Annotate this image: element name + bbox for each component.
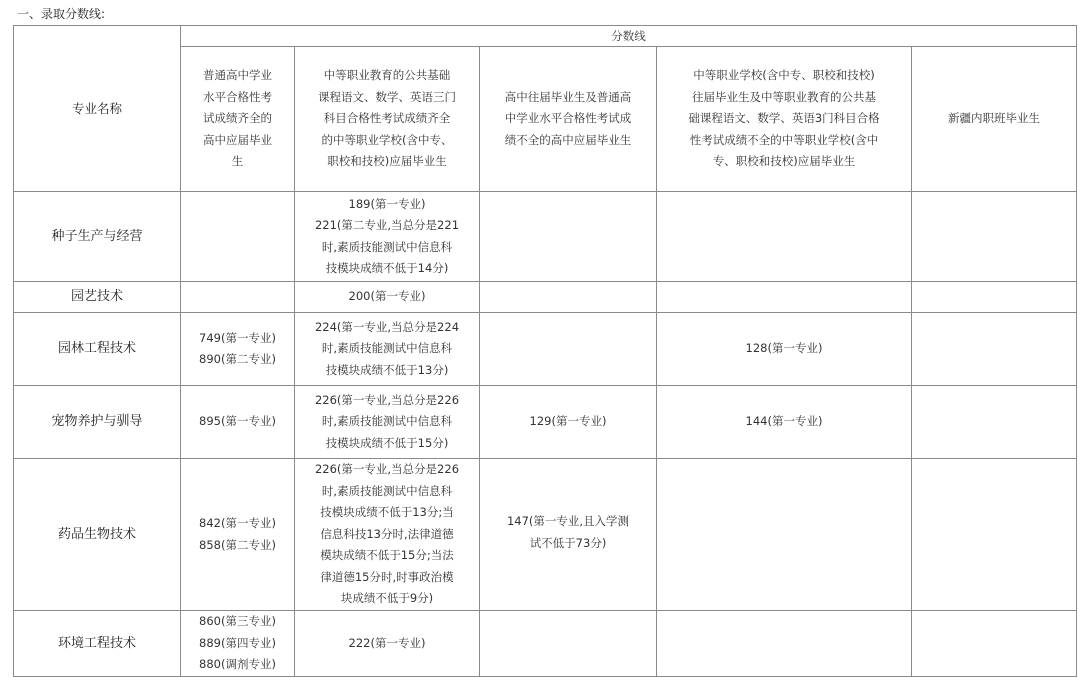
section-heading: 一、录取分数线: (17, 7, 106, 21)
score-cell-col-2 (295, 192, 480, 282)
cell-line: 226(第一专业,当总分是226 (314, 462, 460, 477)
score-cell-col-4 (657, 386, 912, 459)
cell-line: 224(第一专业,当总分是224 (314, 319, 460, 334)
cell-line: 222(第一专业) (348, 635, 426, 650)
score-line-group-header: 分数线 (181, 26, 1077, 47)
score-cell-col-2 (295, 313, 480, 386)
major-name-cell: 园林工程技术 (14, 313, 181, 386)
table-row (14, 459, 1077, 611)
score-cell-col-2 (295, 282, 480, 313)
cell-line: 890(第二专业) (199, 352, 276, 366)
score-cell-col-5 (912, 386, 1077, 459)
column-header-3 (480, 47, 657, 192)
cell-line: 新疆内职班毕业生 (948, 111, 1041, 126)
cell-line: 842(第一专业) (199, 516, 276, 530)
cell-line: 189(第一专业) (348, 196, 426, 211)
table-row (14, 386, 1077, 459)
cell-line: 律道德15分时,时事政治模 (320, 569, 454, 584)
cell-line: 889(第四专业) (199, 635, 276, 650)
column-header-1 (181, 47, 295, 192)
score-cell-col-5 (912, 313, 1077, 386)
cell-line: 129(第一专业) (529, 414, 607, 429)
major-name-cell: 种子生产与经营 (14, 192, 181, 282)
score-cell-col-5 (912, 192, 1077, 282)
table-row (14, 611, 1077, 677)
column-header-5 (912, 47, 1077, 192)
score-cell-col-1 (181, 611, 295, 677)
score-cell-col-3 (480, 459, 657, 611)
cell-line: 144(第一专业) (745, 414, 823, 429)
score-cell-col-2 (295, 459, 480, 611)
score-cell-col-4 (657, 611, 912, 677)
table-row (14, 282, 1077, 313)
score-cell-col-3 (480, 611, 657, 677)
cell-line: 技模块成绩不低于13分;当 (320, 505, 454, 520)
cell-line: 技模块成绩不低于13分) (325, 362, 449, 377)
cell-line: 普通高中学业 (203, 68, 272, 83)
score-cell-col-1 (181, 386, 295, 459)
major-name-cell: 药品生物技术 (14, 459, 181, 611)
score-cell-col-3 (480, 192, 657, 282)
score-cell-col-1 (181, 459, 295, 611)
major-name-cell: 宠物养护与驯导 (14, 386, 181, 459)
score-cell-col-5 (912, 282, 1077, 313)
cell-line: 课程语文、数学、英语三门 (318, 89, 456, 104)
cell-line: 858(第二专业) (199, 537, 276, 552)
score-cell-col-4 (657, 192, 912, 282)
cell-line: 块成绩不低于9分) (340, 591, 434, 606)
cell-line: 水平合格性考 (203, 89, 272, 104)
score-cell-col-1 (181, 192, 295, 282)
cell-line: 时,素质技能测试中信息科 (321, 341, 453, 356)
cell-line: 技模块成绩不低于14分) (325, 261, 449, 275)
score-cell-col-1 (181, 313, 295, 386)
cell-line: 往届毕业生及中等职业教育的公共基 (692, 89, 876, 104)
cell-line: 高中往届毕业生及普通高 (504, 89, 632, 104)
cell-line: 中学业水平合格性考试成 (504, 111, 632, 126)
cell-line: 128(第一专业) (745, 341, 823, 356)
cell-line: 200(第一专业) (348, 289, 426, 304)
cell-line: 础课程语文、数学、英语3门科目合格 (688, 111, 880, 126)
cell-line: 749(第一专业) (199, 330, 276, 345)
score-cell-col-3 (480, 282, 657, 313)
score-cell-col-4 (657, 459, 912, 611)
cell-line: 专、职校和技校)应届毕业生 (712, 154, 856, 169)
cell-line: 中等职业教育的公共基础 (323, 68, 451, 83)
score-cell-col-3 (480, 386, 657, 459)
admission-score-table (13, 25, 1077, 677)
score-cell-col-1 (181, 282, 295, 313)
cell-line: 科目合格性考试成绩齐全 (323, 111, 451, 126)
cell-line: 时,素质技能测试中信息科 (321, 414, 453, 429)
column-header-4 (657, 47, 912, 192)
score-cell-col-2 (295, 611, 480, 677)
cell-line: 的中等职业学校(含中专、 (321, 132, 453, 147)
cell-line: 880(调剂专业) (199, 657, 276, 672)
major-name-header: 专业名称 (14, 26, 181, 192)
cell-line: 试不低于73分) (529, 535, 607, 550)
score-cell-col-4 (657, 282, 912, 313)
score-cell-col-2 (295, 386, 480, 459)
cell-line: 895(第一专业) (199, 414, 276, 429)
cell-line: 绩不全的高中应届毕业生 (504, 132, 632, 147)
cell-line: 试成绩齐全的 (203, 111, 272, 126)
cell-line: 高中应届毕业 (203, 132, 272, 147)
cell-line: 模块成绩不低于15分;当法 (320, 548, 454, 563)
cell-line: 147(第一专业,且入学测 (506, 514, 630, 528)
cell-line: 226(第一专业,当总分是226 (314, 392, 460, 407)
cell-line: 信息科技13分时,法律道德 (320, 526, 454, 541)
cell-line: 860(第三专业) (199, 614, 276, 629)
score-cell-col-3 (480, 313, 657, 386)
score-cell-col-5 (912, 459, 1077, 611)
cell-line: 生 (231, 154, 244, 169)
cell-line: 221(第二专业,当总分是221 (314, 218, 460, 232)
table-row (14, 313, 1077, 386)
score-cell-col-5 (912, 611, 1077, 677)
major-name-cell: 园艺技术 (14, 282, 181, 313)
major-name-cell: 环境工程技术 (14, 611, 181, 677)
cell-line: 技模块成绩不低于15分) (325, 435, 449, 450)
cell-line: 性考试成绩不全的中等职业学校(含中 (689, 132, 879, 147)
cell-line: 中等职业学校(含中专、职校和技校) (693, 68, 875, 83)
cell-line: 时,素质技能测试中信息科 (321, 483, 453, 498)
column-header-2 (295, 47, 480, 192)
cell-line: 时,素质技能测试中信息科 (321, 239, 453, 254)
score-cell-col-4 (657, 313, 912, 386)
table-row (14, 192, 1077, 282)
cell-line: 职校和技校)应届毕业生 (327, 154, 447, 169)
